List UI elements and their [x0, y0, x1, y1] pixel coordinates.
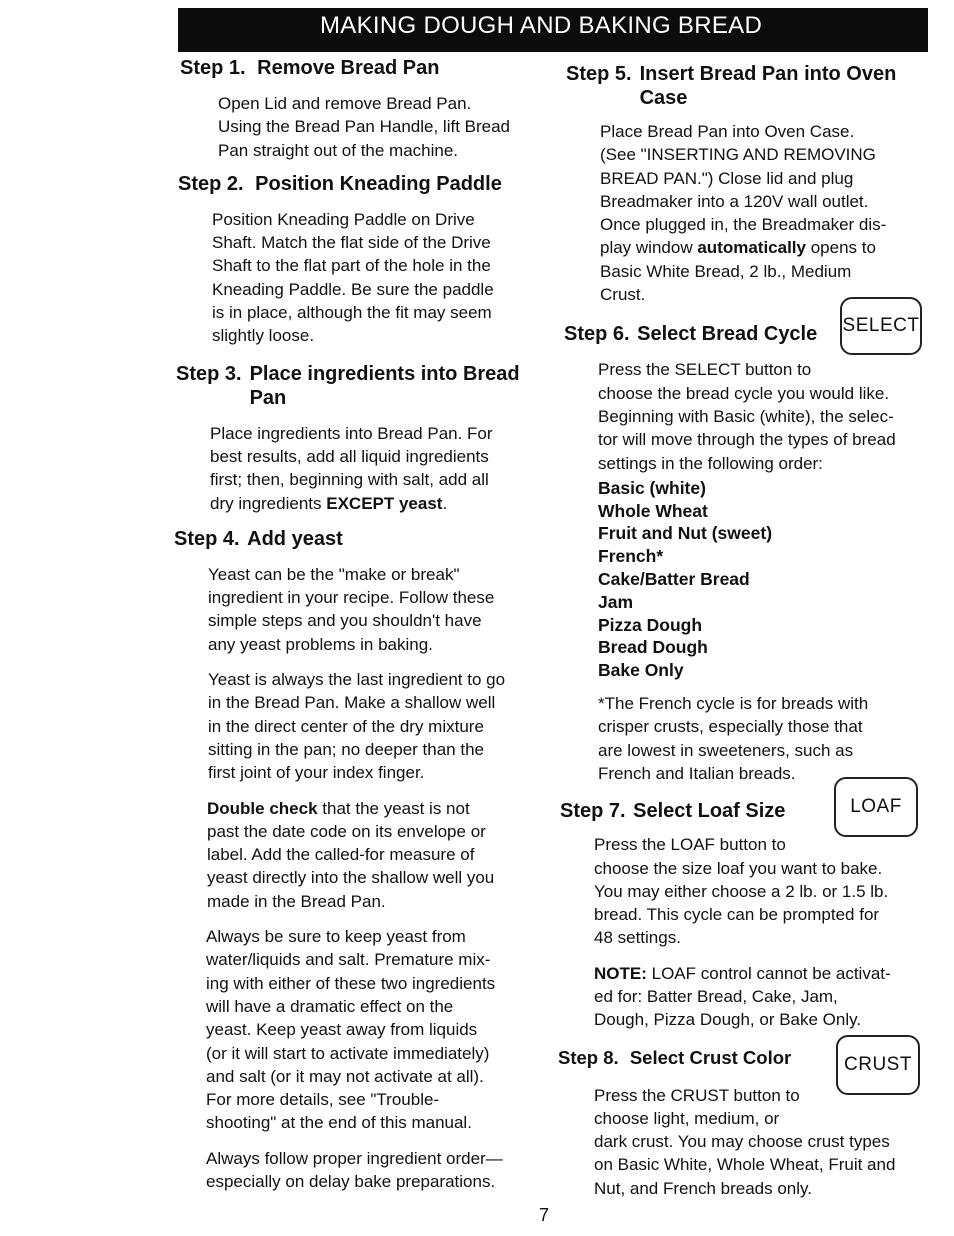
body-line: any yeast problems in baking. — [208, 634, 433, 654]
list-item: French* — [598, 546, 664, 567]
body-line: on Basic White, Whole Wheat, Fruit and — [594, 1155, 896, 1175]
body-line: ed for: Batter Bread, Cake, Jam, — [594, 987, 838, 1006]
step-2 — [172, 172, 544, 348]
body-line: Press the SELECT button to — [598, 360, 812, 380]
body-line: best results, add all liquid ingredients — [210, 446, 489, 466]
body-line: choose the bread cycle you would like. — [598, 383, 890, 403]
body-line — [600, 236, 926, 259]
body-line: Always be sure to keep yeast from — [206, 927, 466, 947]
step-5-body — [566, 120, 926, 306]
step-2-title: Position Kneading Paddle — [255, 172, 502, 195]
step-5-heading — [566, 62, 926, 110]
step-4-para-1 — [174, 563, 544, 656]
body-line: in the Bread Pan. Make a shallow well — [208, 693, 496, 713]
body-line: crisper crusts, especially those that — [598, 717, 863, 737]
body-line: yeast. Keep yeast away from liquids — [206, 1020, 478, 1040]
body-line: tor will move through the types of bread — [598, 430, 896, 450]
step-4-number: Step 4. — [174, 527, 240, 550]
body-line: 48 settings. — [594, 928, 681, 948]
step-4 — [172, 527, 544, 1193]
bread-cycle-list — [564, 477, 926, 682]
list-item: Pizza Dough — [598, 614, 703, 635]
body-line: water/liquids and salt. Premature mix- — [206, 950, 491, 970]
step-8-title: Select Crust Color — [629, 1046, 792, 1068]
left-column — [172, 56, 544, 1193]
loaf-button-illustration: LOAF — [834, 777, 918, 837]
body-line: Beginning with Basic (white), the selec- — [598, 406, 894, 426]
step-3-body — [176, 422, 544, 515]
body-line: ing with either of these two ingredients — [206, 973, 496, 993]
body-line — [594, 962, 926, 985]
list-item: Jam — [598, 591, 634, 612]
body-line: made in the Bread Pan. — [207, 891, 386, 911]
step-1-heading — [180, 56, 544, 80]
body-line: will have a dramatic effect on the — [206, 996, 454, 1016]
select-button-illustration: SELECT — [840, 297, 922, 355]
body-line: Open Lid and remove Bread Pan. — [218, 94, 472, 113]
step-4-para-5 — [174, 1147, 544, 1194]
body-line: Position Kneading Paddle on Drive — [212, 209, 475, 229]
step-8-number: Step 8. — [558, 1046, 619, 1068]
list-item: Whole Wheat — [598, 500, 708, 521]
step-5 — [558, 62, 926, 306]
step-4-para-4 — [174, 925, 544, 1135]
step-5-title: Insert Bread Pan into Oven Case — [639, 63, 897, 109]
body-line: Nut, and French breads only. — [594, 1178, 812, 1198]
text: opens to — [805, 238, 876, 258]
body-line: slightly loose. — [212, 326, 315, 346]
step-3 — [172, 362, 544, 515]
list-item: Bread Dough — [598, 637, 708, 658]
step-4-para-2 — [174, 668, 544, 784]
step-7-body — [560, 833, 926, 949]
section-banner: MAKING DOUGH AND BAKING BREAD — [178, 8, 928, 52]
step-3-heading — [176, 362, 544, 410]
body-line: label. Add the called-for measure of — [207, 845, 475, 865]
list-item: Fruit and Nut (sweet) — [598, 523, 773, 544]
step-1-body — [180, 92, 544, 162]
step-1-number: Step 1. — [180, 57, 246, 79]
body-line — [210, 492, 544, 515]
crust-button-illustration: CRUST — [836, 1035, 920, 1095]
step-3-number: Step 3. — [176, 362, 242, 385]
body-line: choose light, medium, or — [594, 1108, 780, 1128]
step-1-title: Remove Bread Pan — [257, 57, 440, 79]
body-line: Press the LOAF button to — [594, 835, 786, 855]
body-line: Using the Bread Pan Handle, lift Bread — [218, 117, 511, 137]
step-6-number: Step 6. — [564, 323, 630, 346]
step-1 — [172, 56, 544, 162]
body-line: *The French cycle is for breads with — [598, 694, 869, 714]
step-4-para-3 — [174, 797, 544, 913]
body-line: Once plugged in, the Breadmaker dis- — [600, 215, 887, 235]
emphasis-text: automatically — [697, 238, 806, 258]
note-label: NOTE: — [594, 963, 647, 983]
body-line: Place ingredients into Bread Pan. For — [210, 423, 493, 443]
body-line: shooting" at the end of this manual. — [206, 1113, 472, 1133]
body-line: Always follow proper ingredient order— — [206, 1148, 503, 1168]
body-line: Kneading Paddle. Be sure the paddle — [212, 279, 494, 299]
list-item: Basic (white) — [598, 477, 706, 498]
body-line: ingredient in your recipe. Follow these — [208, 588, 495, 608]
body-line: For more details, see "Trouble- — [206, 1090, 440, 1110]
step-8-body — [558, 1084, 926, 1200]
body-line: choose the size loaf you want to bake. — [594, 858, 883, 878]
body-line: Breadmaker into a 120V wall outlet. — [600, 191, 869, 211]
body-line: are lowest in sweeteners, such as — [598, 740, 854, 760]
step-7-note — [560, 962, 926, 1032]
body-line: bread. This cycle can be prompted for — [594, 905, 880, 925]
body-line: past the date code on its envelope or — [207, 821, 486, 841]
step-2-body — [178, 208, 544, 348]
step-3-title: Place ingredients into Bread Pan — [249, 362, 520, 409]
body-line: Crust. — [600, 285, 646, 305]
body-line: Dough, Pizza Dough, or Bake Only. — [594, 1010, 862, 1030]
body-line: and salt (or it may not activate at all). — [206, 1066, 484, 1086]
body-line: Place Bread Pan into Oven Case. — [600, 122, 855, 141]
text: play window — [600, 238, 698, 258]
step-2-number: Step 2. — [178, 172, 244, 195]
body-line: first joint of your index finger. — [208, 763, 425, 783]
step-6-title: Select Bread Cycle — [637, 323, 818, 346]
list-item: Cake/Batter Bread — [598, 569, 750, 590]
body-line: BREAD PAN.") Close lid and plug — [600, 168, 854, 188]
step-4-heading — [174, 527, 544, 551]
text: dry ingredients — [210, 493, 327, 513]
body-line: especially on delay bake preparations. — [206, 1171, 496, 1191]
step-5-number: Step 5. — [566, 63, 632, 85]
body-line: settings in the following order: — [598, 453, 823, 473]
body-line: (See "INSERTING AND REMOVING — [600, 145, 876, 165]
body-line: Shaft to the flat part of the hole in the — [212, 256, 491, 276]
step-6-body — [564, 358, 926, 474]
step-6 — [558, 322, 926, 785]
body-line: yeast directly into the shallow well you — [207, 868, 495, 888]
body-line: is in place, although the fit may seem — [212, 303, 492, 323]
french-footnote — [564, 692, 926, 785]
emphasis-text: EXCEPT yeast — [326, 493, 443, 513]
step-7-title: Select Loaf Size — [633, 800, 786, 823]
page-number: 7 — [539, 1205, 550, 1225]
body-line: Basic White Bread, 2 lb., Medium — [600, 261, 852, 281]
right-column — [558, 62, 926, 1200]
body-line: first; then, beginning with salt, add all — [210, 470, 489, 490]
body-line: French and Italian breads. — [598, 763, 796, 783]
body-line: in the direct center of the dry mixture — [208, 716, 484, 736]
text: . — [442, 493, 448, 513]
body-line: Yeast can be the "make or break" — [208, 564, 460, 584]
body-line: Shaft. Match the flat side of the Drive — [212, 233, 491, 253]
step-2-heading — [178, 172, 544, 196]
body-line: Yeast is always the last ingredient to go — [208, 670, 506, 690]
list-item: Bake Only — [598, 660, 684, 681]
step-7-number: Step 7. — [560, 800, 626, 823]
step-4-title: Add yeast — [247, 527, 343, 550]
text: that the yeast is not — [317, 798, 470, 818]
body-line: Pan straight out of the machine. — [218, 140, 459, 160]
body-line: (or it will start to activate immediately) — [206, 1043, 490, 1063]
body-line: You may either choose a 2 lb. or 1.5 lb. — [594, 881, 889, 901]
body-line — [207, 797, 544, 820]
body-line: Press the CRUST button to — [594, 1085, 800, 1105]
body-line: dark crust. You may choose crust types — [594, 1132, 890, 1152]
emphasis-text: Double check — [207, 798, 318, 818]
text: LOAF control cannot be activat- — [646, 963, 891, 983]
body-line: sitting in the pan; no deeper than the — [208, 739, 484, 759]
body-line: simple steps and you shouldn't have — [208, 611, 482, 631]
